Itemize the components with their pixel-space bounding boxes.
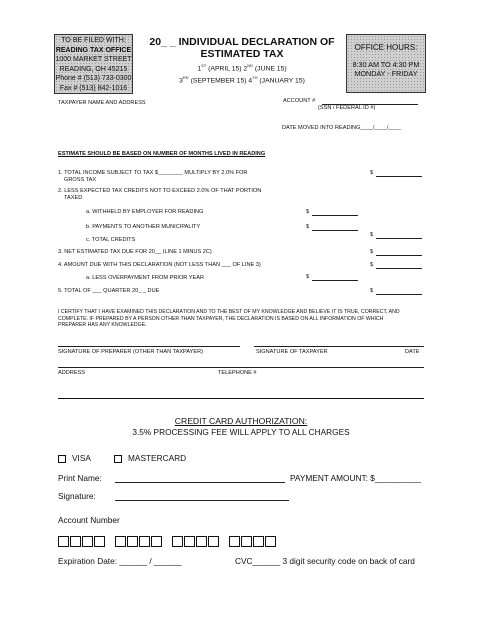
office-hours-time: 8:30 AM TO 4:30 PM [352,59,420,69]
line-3: 3. NET ESTIMATED TAX DUE FOR 20__ (LINE 1 MINUS 2C) [58,249,212,255]
line-3-amount-field[interactable] [376,255,422,256]
digit-group-1[interactable] [58,534,106,551]
office-hours-box [346,34,426,93]
line-4: 4. AMOUNT DUE WITH THIS DECLARATION (NOT LESS THAN ___ OF LINE 3) [58,262,261,268]
line-2c: c. TOTAL CREDITS [86,237,136,243]
certification-text [58,309,428,329]
mastercard-option[interactable] [114,453,186,463]
certification-line1: I CERTIFY THAT I HAVE EXAMINED THIS DECLARATION AND TO THE BEST OF MY KNOWLEDGE AND BELIEVE IT IS TRUE, CORRECT, AND [58,309,400,315]
line-5-dollar: $ [370,288,374,294]
line-4-dollar: $ [370,262,374,268]
preparer-signature-line[interactable] [58,346,240,347]
payment-amount-label[interactable]: PAYMENT AMOUNT: $__________ [290,473,421,483]
print-name-label: Print Name: [58,473,102,483]
filing-fax: Fax # (513) 842-1016 [59,84,128,92]
line-2c-amount-field[interactable] [376,238,422,239]
office-hours-label: OFFICE HOURS: [354,43,418,52]
line-1-amount-field[interactable] [376,176,422,177]
address-label: ADDRESS [58,370,86,376]
signature-label: Signature: [58,491,96,501]
due-dates [138,61,346,86]
section-divider [58,398,424,399]
taxpayer-name-label: TAXPAYER NAME AND ADDRESS [58,100,146,106]
line-4a: a. LESS OVERPAYMENT FROM PRIOR YEAR [86,275,205,281]
account-number-boxes[interactable] [58,534,277,552]
visa-checkbox[interactable] [58,455,66,463]
visa-option[interactable] [58,453,91,463]
line-4a-dollar: $ [306,274,310,280]
line-2b-amount-field[interactable] [312,230,358,231]
filing-line: TO BE FILED WITH: [61,37,126,44]
certification-line3: PREPARER HAS ANY KNOWLEDGE. [58,322,147,328]
digit-group-4[interactable] [229,534,277,551]
filing-phone: Phone # (513) 733-0300 [55,75,132,82]
line-4a-amount-field[interactable] [312,280,358,281]
form-title-line2: ESTIMATED TAX [200,48,284,60]
line-2-text: 2. LESS EXPECTED TAX CREDITS NOT TO EXCEED 2.0% OF THAT PORTION [58,188,262,194]
form-title-line1: 20_ _ INDIVIDUAL DECLARATION OF [149,36,335,48]
filing-city: READING, OH 45215 [59,65,128,73]
line-2a: a. WITHHELD BY EMPLOYER FOR READING [86,209,204,215]
due-dates-line2: 3RD (SEPTEMBER 15) 4TH (JANUARY 15) [179,75,305,85]
line-1-text: 1. TOTAL INCOME SUBJECT TO TAX $________ MULTIPLY BY 2.0% FOR [58,170,248,176]
processing-fee-note: 3.5% PROCESSING FEE WILL APPLY TO ALL CHARGES [132,427,350,437]
office-hours-days: MONDAY - FRIDAY [354,69,418,78]
taxpayer-signature-label: SIGNATURE OF TAXPAYER [256,349,328,355]
preparer-signature-label: SIGNATURE OF PREPARER (OTHER THAN TAXPAYER) [58,349,204,355]
line-2a-dollar: $ [306,209,310,215]
ssn-label: (SSN / FEDERAL ID #) [318,105,376,111]
mastercard-label: MASTERCARD [128,453,187,463]
account-number-label: Account Number [58,515,120,525]
filing-address-box [54,34,133,94]
cvc-field[interactable]: CVC______ 3 digit security code on back of card [235,556,415,566]
mastercard-checkbox[interactable] [114,455,122,463]
certification-line2: COMPLETE. IF PREPARED BY A PERSON OTHER THAN TAXPAYER, THE DECLARATION IS BASED ON ALL INFORMATION OF WHICH [58,315,384,322]
line-5: 5. TOTAL OF ___ QUARTER 20_ _ DUE [58,288,160,294]
date-moved-label[interactable]: DATE MOVED INTO READING____/____/____ [282,125,401,131]
taxpayer-signature-line[interactable] [254,346,424,347]
filing-office: READING TAX OFFICE [55,46,132,54]
line-2c-dollar: $ [370,232,374,238]
due-dates-line1: 1ST (APRIL 15) 2ND (JUNE 15) [197,63,287,73]
estimate-heading [58,151,265,158]
line-2b-dollar: $ [306,224,310,230]
line-2 [58,188,261,202]
line-1-text-cont: GROSS TAX [64,177,97,183]
date-label: DATE [405,349,420,355]
line-2b: b. PAYMENTS TO ANOTHER MUNICIPALITY [86,224,201,230]
line-1 [58,170,247,184]
address-line[interactable] [58,367,424,368]
expiration-date[interactable]: Expiration Date: ______ / ______ [58,556,182,566]
line-5-amount-field[interactable] [376,294,422,295]
line-2-text-cont: TAXED [64,195,83,201]
digit-group-2[interactable] [115,534,163,551]
estimate-heading-text: ESTIMATE SHOULD BE BASED ON NUMBER OF MONTHS LIVED IN READING [58,151,266,157]
form-title [138,36,346,60]
line-4-amount-field[interactable] [376,268,422,269]
telephone-label: TELEPHONE # [218,370,257,376]
line-1-dollar: $ [370,170,374,176]
digit-group-3[interactable] [172,534,220,551]
print-name-field[interactable] [115,482,285,483]
signature-field[interactable] [115,500,289,501]
filing-street: 1000 MARKET STREET [55,56,132,63]
line-2a-amount-field[interactable] [312,215,358,216]
visa-label: VISA [72,453,91,463]
line-3-dollar: $ [370,249,374,255]
credit-card-heading-text: CREDIT CARD AUTHORIZATION: [174,416,308,426]
account-label: ACCOUNT # [283,98,316,104]
credit-card-heading [58,416,424,426]
